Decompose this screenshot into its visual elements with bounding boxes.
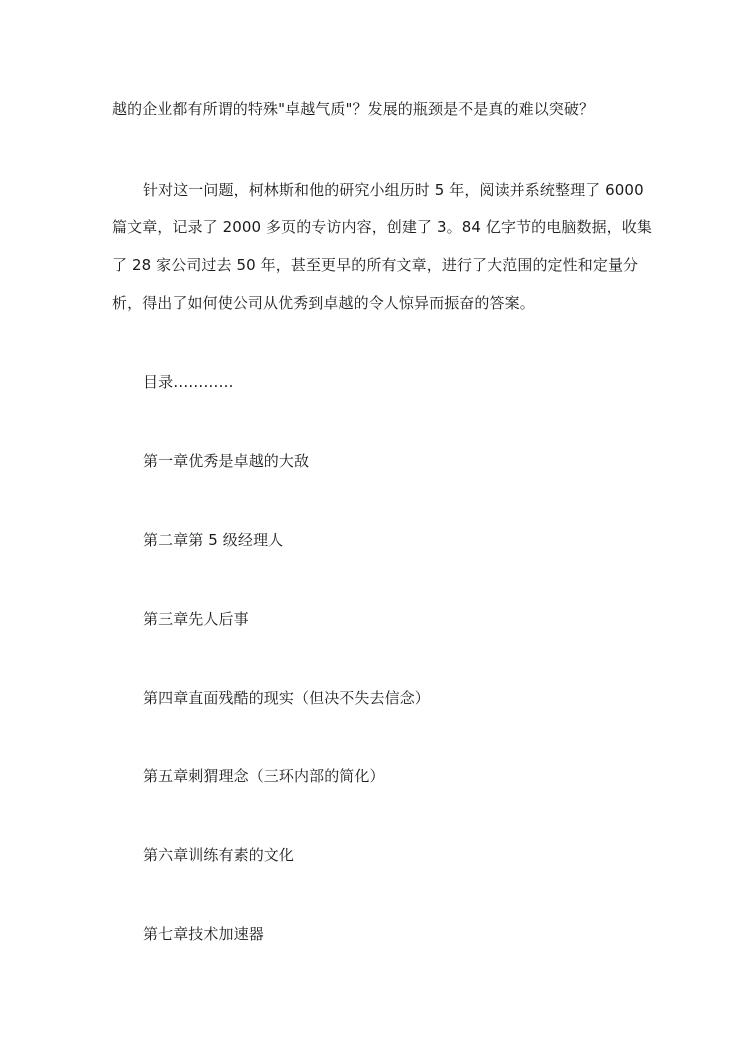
toc-chapter-2: 第二章第 5 级经理人 [143, 531, 284, 549]
toc-chapter-3: 第三章先人后事 [143, 610, 249, 628]
toc-chapter-1: 第一章优秀是卓越的大敌 [143, 452, 310, 470]
toc-heading: 目录………… [143, 373, 234, 391]
paragraph-line-4: 析，得出了如何使公司从优秀到卓越的令人惊异而振奋的答案。 [112, 294, 535, 312]
toc-chapter-7: 第七章技术加速器 [143, 925, 264, 943]
paragraph-line-3: 了 28 家公司过去 50 年，甚至更早的所有文章，进行了大范围的定性和定量分 [112, 256, 639, 274]
intro-line: 越的企业都有所谓的特殊"卓越气质"？发展的瓶颈是不是真的难以突破？ [112, 100, 595, 118]
toc-chapter-6: 第六章训练有素的文化 [143, 846, 295, 864]
paragraph-line-2: 篇文章，记录了 2000 多页的专访内容，创建了 3。84 亿字节的电脑数据，收集 [112, 218, 652, 236]
toc-chapter-4: 第四章直面残酷的现实（但决不失去信念） [143, 689, 430, 707]
paragraph-line-1: 针对这一问题，柯林斯和他的研究小组历时 5 年，阅读并系统整理了 6000 [143, 181, 644, 199]
toc-chapter-5: 第五章刺猬理念（三环内部的简化） [143, 767, 385, 785]
